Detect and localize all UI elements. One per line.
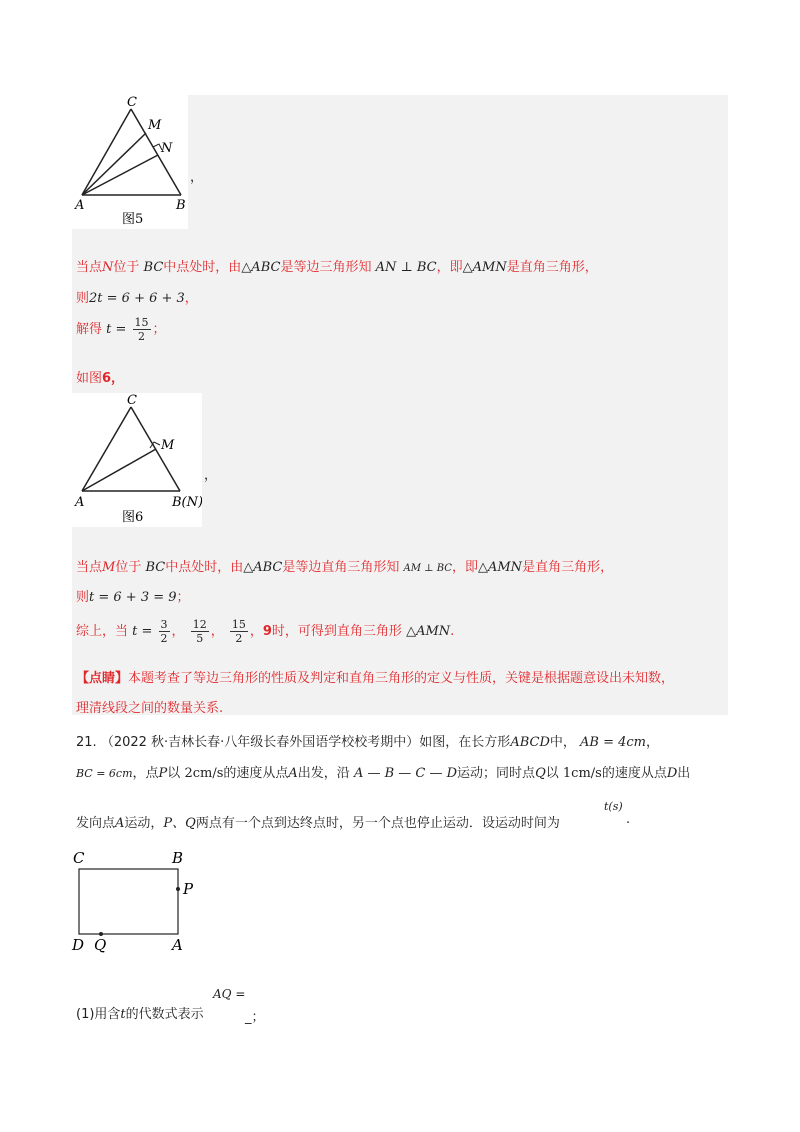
text: 当点 [76,560,103,575]
fig5-label-b: B [176,198,186,213]
point-p [176,887,180,891]
text: 中点处时，由 [163,260,242,275]
solution-line-4 [76,367,124,386]
math-an-perp-bc: AN ⊥ BC [375,260,437,275]
rect-label-p: P [183,880,194,898]
question-number: 21. [76,735,97,750]
math-speed-q: 1cm/s [562,766,602,781]
text: . [450,624,455,639]
math-bc: BC [143,260,164,275]
solution-line-6 [76,586,190,605]
q21-line-3 [76,812,560,831]
math-abcd: ABCD [510,735,550,750]
text: 9 [262,624,272,639]
text: ； [152,322,166,337]
solution-line-5 [76,556,613,575]
text: 以 [167,766,181,781]
rect-label-a: A [172,936,183,954]
text: ， [171,624,185,639]
figure-6 [72,393,202,527]
text: ，即 [451,560,478,575]
text: ， [646,735,660,750]
rectangle-figure-svg [70,848,200,958]
numerator: 12 [192,618,207,631]
text: 发向点 [76,816,116,831]
text: . [626,812,631,827]
rect-label-q: Q [94,936,107,954]
text: 中点处时，由 [165,560,244,575]
numerator: 15 [231,618,246,631]
fraction-2 [191,618,209,645]
fig5-comma: ， [190,170,204,185]
solution-line-7 [76,618,454,645]
fraction-3 [230,618,248,645]
text: 运动， [124,816,164,831]
text: 是等边三角形知 [280,260,372,275]
fig6-label-m: M [161,438,175,453]
rect-label-d: D [72,936,85,954]
denominator: 2 [235,632,243,645]
q21-line-1 [76,731,659,750]
denominator: 5 [196,632,204,645]
text: 的代数式表示 [125,1007,204,1022]
text: 中， [549,735,576,750]
fig5-label-a: A [75,198,85,213]
text: 是等边直角三角形知 [282,560,400,575]
math-eq: t = 6 + 3 = 9 [89,590,177,605]
text: 6， [102,371,125,386]
text: ， [249,624,263,639]
math-n: N [102,260,114,275]
rectangle-figure [70,848,200,958]
text: 时，可得到直角三角形 [271,624,402,639]
math-p: P [158,766,168,781]
math-aq: AQ = [213,987,246,1001]
figure-6-svg [72,393,202,527]
fig6-caption: 图6 [122,510,144,525]
math-a: A [115,816,125,831]
denominator: 2 [138,330,146,343]
text: 则 [76,291,90,306]
subquestion-1 [76,1003,204,1022]
text: ，点 [132,766,159,781]
math-pq: P、Q [163,816,196,831]
text: ， [210,624,224,639]
text: 出发，沿 [297,766,350,781]
comment-tag: 【点睛】 [76,671,129,686]
fig5-line-am [82,133,146,195]
math-t: t = [132,624,153,639]
comment-line-1 [76,667,674,686]
math-tri-abc: △ABC [243,560,283,575]
math-eq: 2t = 6 + 6 + 3 [89,291,185,306]
rect-label-b: B [172,849,184,867]
math-bc: BC [145,560,166,575]
math-a: A [288,766,298,781]
solution-line-1 [76,256,598,275]
text: ； [176,590,190,605]
solution-line-2 [76,287,198,306]
math-tri-amn: △AMN [477,560,523,575]
denominator: 2 [160,632,168,645]
numerator: 15 [134,316,149,329]
fig6-label-c: C [127,393,137,408]
text: 运动；同时点 [457,766,536,781]
math-tri-amn: △AMN [462,260,507,275]
math-t: t = [106,322,127,337]
numerator: 3 [160,618,168,631]
comment-text: 本题考查了等边三角形的性质及判定和直角三角形的定义与性质，关键是根据题意设出未知数， [128,671,675,686]
figure-5 [72,95,188,229]
math-t: t [120,1007,126,1022]
text: 两点有一个点到达终点时，另一个点也停止运动．设运动时间为 [195,816,560,831]
text: 是直角三角形， [522,560,614,575]
text: 位于 [115,560,142,575]
math-tri-abc: △ABC [241,260,281,275]
fig5-caption: 图5 [122,212,144,227]
fig6-line-am [82,449,156,491]
fig6-comma: ， [204,468,218,483]
text: 的速度从点 [223,766,289,781]
fraction [133,316,151,343]
math-t-s: t(s) [604,800,623,813]
text: 如图 [76,371,103,386]
math-q: Q [535,766,546,781]
rectangle-abcd [79,869,178,934]
fig5-label-m: M [148,118,162,133]
math-path: A — B — C — D [353,766,458,781]
text: 解得 [76,322,103,337]
answer-blank[interactable]: _； [245,1010,265,1025]
text: （2022 秋·吉林长春·八年级长春外国语学校校考期中）如图，在长方形 [100,735,511,750]
math-am-perp-bc: AM ⊥ BC [403,563,452,574]
math-bc: BC = 6cm [76,767,133,780]
text: 是直角三角形， [506,260,598,275]
rect-label-c: C [73,849,85,867]
fig5-label-c: C [127,95,137,110]
fig6-label-a: A [75,495,85,510]
text: 以 [545,766,559,781]
math-ab: AB = 4cm [580,735,647,750]
text: 则 [76,590,90,605]
text: ，即 [436,260,463,275]
figure-5-svg [72,95,188,229]
q21-line-2 [76,762,690,781]
fig6-line-ac [82,407,131,491]
solution-line-3 [76,316,166,343]
math-speed-p: 2cm/s [184,766,224,781]
fig6-label-bn: B(N) [172,495,202,510]
text: (1)用含 [76,1007,121,1022]
text: 当点 [76,260,103,275]
text: 综上，当 [76,624,129,639]
text: 出 [677,766,691,781]
math-d: D [666,766,678,781]
math-m: M [102,560,116,575]
text: ， [184,291,198,306]
comment-line-2: 理清线段之间的数量关系. [76,701,224,716]
text: 的速度从点 [601,766,667,781]
fig5-label-n: N [161,141,173,156]
text: 位于 [113,260,140,275]
fraction-1 [159,618,170,645]
math-tri-amn: △AMN [406,624,451,639]
